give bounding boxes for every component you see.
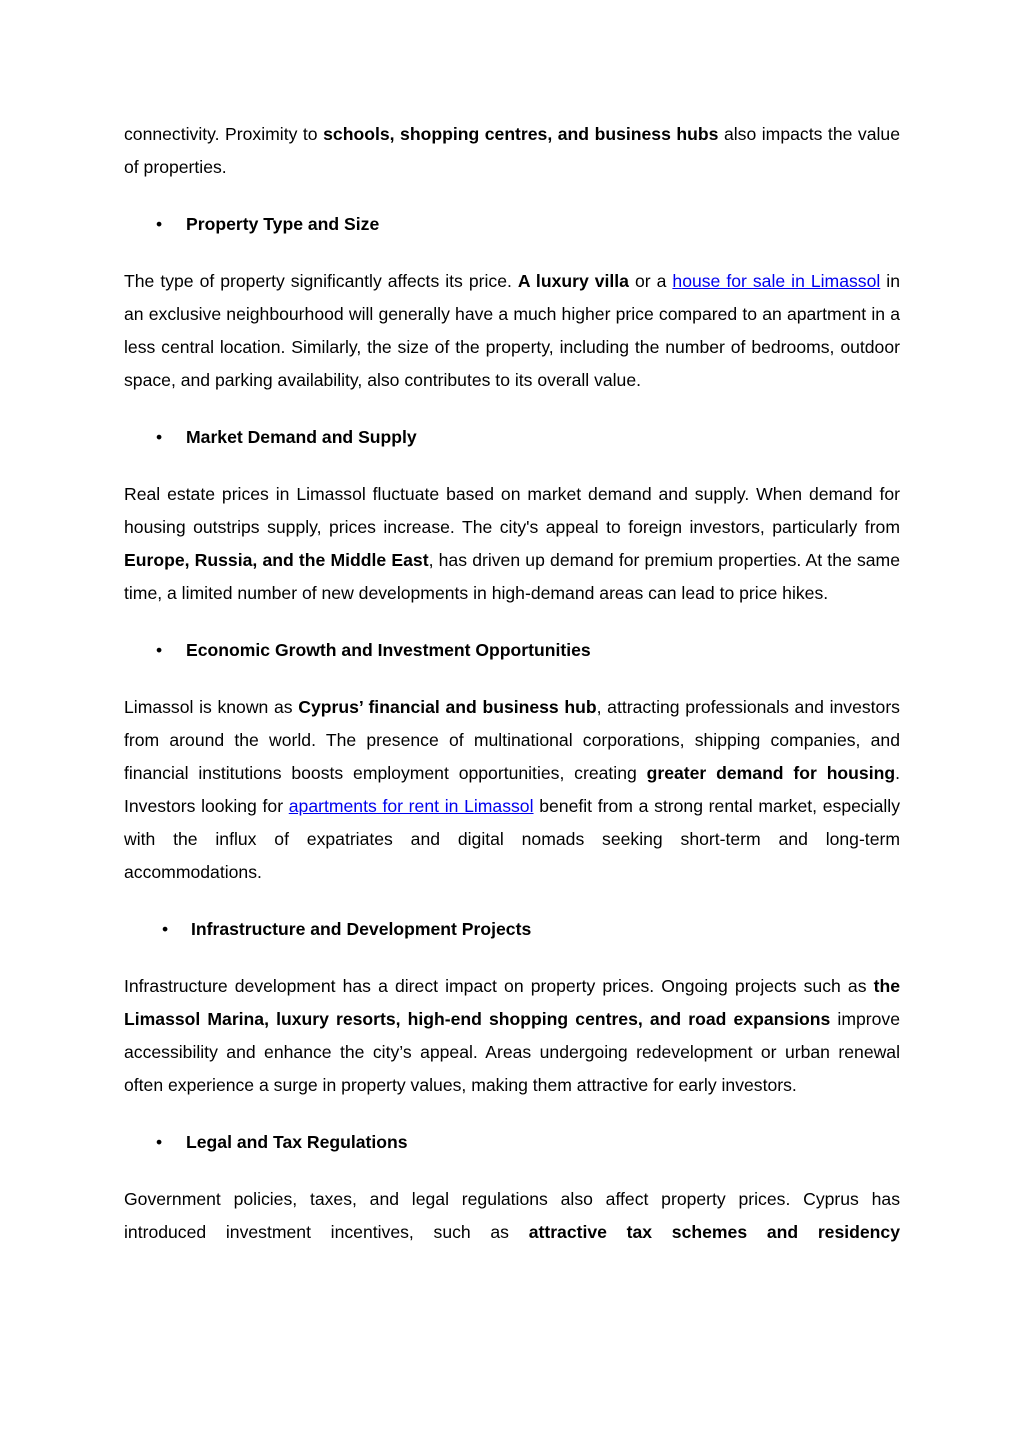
bold-text: schools, shopping centres, and business hubs [323,124,719,144]
heading-text: Infrastructure and Development Projects [191,919,532,939]
text-run: , has driven up demand for premium properties. At the same time, a limited number of new developments in high-demand areas can lead to price hikes. [124,550,900,603]
bullet-icon: • [156,640,163,660]
market-paragraph [124,478,900,610]
bullet-icon: • [156,1132,163,1152]
house-for-sale-link[interactable]: house for sale in Limassol [672,271,881,291]
bold-text: attractive tax schemes and residency [528,1222,900,1242]
intro-paragraph [124,118,900,184]
section-heading-market [124,421,900,454]
infrastructure-paragraph [124,970,900,1102]
section-heading-property-type [124,208,900,241]
bullet-icon: • [156,427,163,447]
apartments-for-rent-link[interactable]: apartments for rent in Limassol [288,796,534,816]
bullet-icon: • [162,919,169,939]
property-type-paragraph [124,265,900,397]
text-run: improve accessibility and enhance the city’s appeal. Areas undergoing redevelopment or urban renewal often experience a surge in property values, making them attractive for early investors. [124,1009,900,1095]
document-page [124,118,900,1249]
heading-text: Economic Growth and Investment Opportunities [186,640,591,660]
text-run: . Investors looking for [124,763,900,816]
bold-text: A luxury villa [517,271,629,291]
text-run: benefit from a strong rental market, especially with the influx of expatriates and digital nomads seeking short-term and long-term accommodations. [124,796,900,882]
text-run: connectivity. Proximity to [124,124,324,144]
bold-text: greater demand for housing [646,763,896,783]
text-run: Real estate prices in Limassol fluctuate based on market demand and supply. When demand for housing outstrips supply, prices increase. The city's appeal to foreign investors, particularly from [124,484,900,537]
text-run: , attracting professionals and investors from around the world. The presence of multinational corporations, shipping companies, and financial institutions boosts employment opportunities, creating [124,697,900,783]
legal-paragraph [124,1183,900,1249]
heading-text: Market Demand and Supply [186,427,417,447]
section-heading-legal [124,1126,900,1159]
heading-text: Legal and Tax Regulations [186,1132,408,1152]
text-run: or a [628,271,673,291]
bold-text: the Limassol Marina, luxury resorts, high-end shopping centres, and road expansions [124,976,900,1029]
bold-text: Europe, Russia, and the Middle East [124,550,429,570]
bold-text: Cyprus’ financial and business hub [298,697,597,717]
text-run: also impacts the value of properties. [124,124,900,177]
bullet-icon: • [156,214,163,234]
economic-paragraph [124,691,900,889]
text-run: Infrastructure development has a direct impact on property prices. Ongoing projects such as [124,976,874,996]
text-run: in an exclusive neighbourhood will generally have a much higher price compared to an apartment in a less central location. Similarly, the size of the property, including the number of bedrooms, outdoor space, and parking availability, also contributes to its overall value. [124,271,900,390]
heading-text: Property Type and Size [186,214,380,234]
section-heading-economic [124,634,900,667]
section-heading-infrastructure [124,913,900,946]
text-run: Limassol is known as [124,697,299,717]
text-run: The type of property significantly affects its price. [124,271,518,291]
text-run: Government policies, taxes, and legal regulations also affect property prices. Cyprus has introduced investment incentives, such as [124,1189,900,1242]
